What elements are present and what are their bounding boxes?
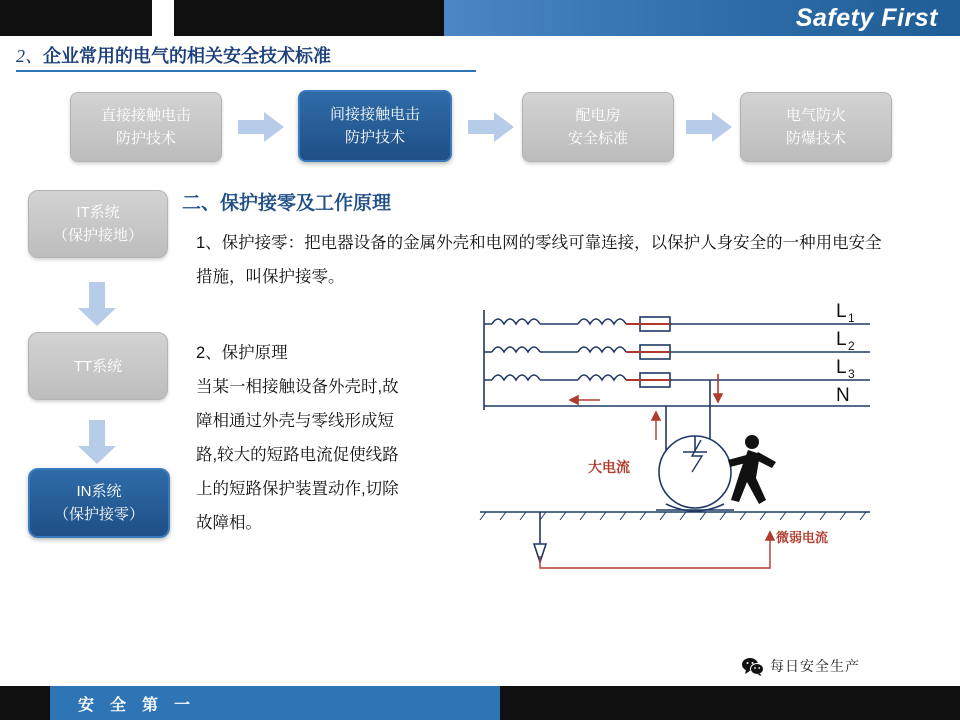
principle-line-3: 障相通过外壳与零线形成短	[196, 412, 394, 430]
svg-text:L: L	[836, 301, 847, 322]
flow-chip-3-line1: 配电房	[575, 107, 621, 124]
annotation-weak-current: 微弱电流	[776, 530, 829, 545]
top-bar-title: Safety First	[795, 4, 938, 32]
page-title-text: 企业常用的电气的相关安全技术标准	[43, 46, 331, 66]
flow-chip-1-line2: 防护技术	[115, 130, 176, 147]
annotation-large-current: 大电流	[588, 459, 630, 475]
flow-chip-1-line1: 直接接触电击	[100, 107, 191, 124]
page-title-number: 2	[16, 46, 25, 66]
svg-text:3: 3	[848, 367, 855, 381]
principle-line-1: 2、保护原理	[196, 344, 288, 362]
page-title-underline	[16, 70, 476, 72]
principle-line-5: 上的短路保护装置动作,切除	[196, 480, 399, 498]
wechat-icon	[742, 657, 764, 676]
left-chip-in[interactable]	[28, 468, 170, 538]
top-bar-block-mid	[174, 0, 444, 36]
top-bar-gap	[152, 0, 174, 36]
principle-line-2: 当某一相接触设备外壳时,故	[196, 378, 399, 396]
left-chip-it-line1: IT系统	[76, 204, 120, 221]
principle-line-4: 路,较大的短路电流促使线路	[196, 446, 399, 464]
left-chip-tt[interactable]	[28, 332, 168, 400]
left-chip-it[interactable]	[28, 190, 168, 258]
left-chip-in-line2: （保护接零）	[53, 506, 144, 523]
page-title	[16, 42, 476, 68]
wechat-badge	[742, 656, 860, 676]
flow-chip-4-line1: 电气防火	[785, 107, 846, 124]
wiring-diagram	[470, 300, 890, 590]
left-chip-it-line2: （保护接地）	[52, 227, 143, 244]
svg-text:N: N	[836, 385, 850, 406]
section-title: 二、保护接零及工作原理	[182, 193, 392, 214]
top-bar	[0, 0, 960, 36]
bottom-bar-slogan: 安 全 第 一	[78, 697, 197, 714]
left-arrow-1-icon	[78, 282, 116, 326]
wechat-label: 每日安全生产	[770, 660, 860, 675]
flow-arrow-1-icon	[238, 112, 284, 142]
principle-line-6: 故障相。	[196, 514, 262, 532]
svg-text:1: 1	[848, 311, 855, 325]
bottom-bar	[0, 686, 960, 720]
paragraph-definition: 1、保护接零：把电器设备的金属外壳和电网的零线可靠连接，以保护人身安全的一种用电安全措施，叫保护接零。	[196, 234, 882, 286]
left-arrow-2-icon	[78, 420, 116, 464]
left-chip-tt-line1: TT系统	[73, 357, 123, 375]
flow-chip-2[interactable]	[298, 90, 452, 162]
flow-chip-3-line2: 安全标准	[567, 130, 628, 147]
svg-text:2: 2	[848, 339, 855, 353]
bottom-bar-block-left	[0, 686, 50, 720]
flow-chip-2-line2: 防护技术	[344, 129, 405, 146]
flow-arrow-3-icon	[686, 112, 732, 142]
paragraph-principle	[196, 336, 466, 540]
page-title-separator: 、	[25, 46, 43, 66]
left-chip-in-line1: IN系统	[76, 483, 122, 500]
flow-chip-3[interactable]	[522, 92, 674, 162]
flow-chip-4-line2: 防爆技术	[785, 130, 846, 147]
svg-text:L: L	[836, 329, 847, 350]
top-bar-block-left	[0, 0, 152, 36]
flow-chip-2-line1: 间接接触电击	[329, 106, 420, 123]
flow-chip-4[interactable]	[740, 92, 892, 162]
flow-arrow-2-icon	[468, 112, 514, 142]
svg-text:L: L	[836, 357, 847, 378]
flow-chip-1[interactable]	[70, 92, 222, 162]
bottom-bar-block-right	[500, 686, 960, 720]
